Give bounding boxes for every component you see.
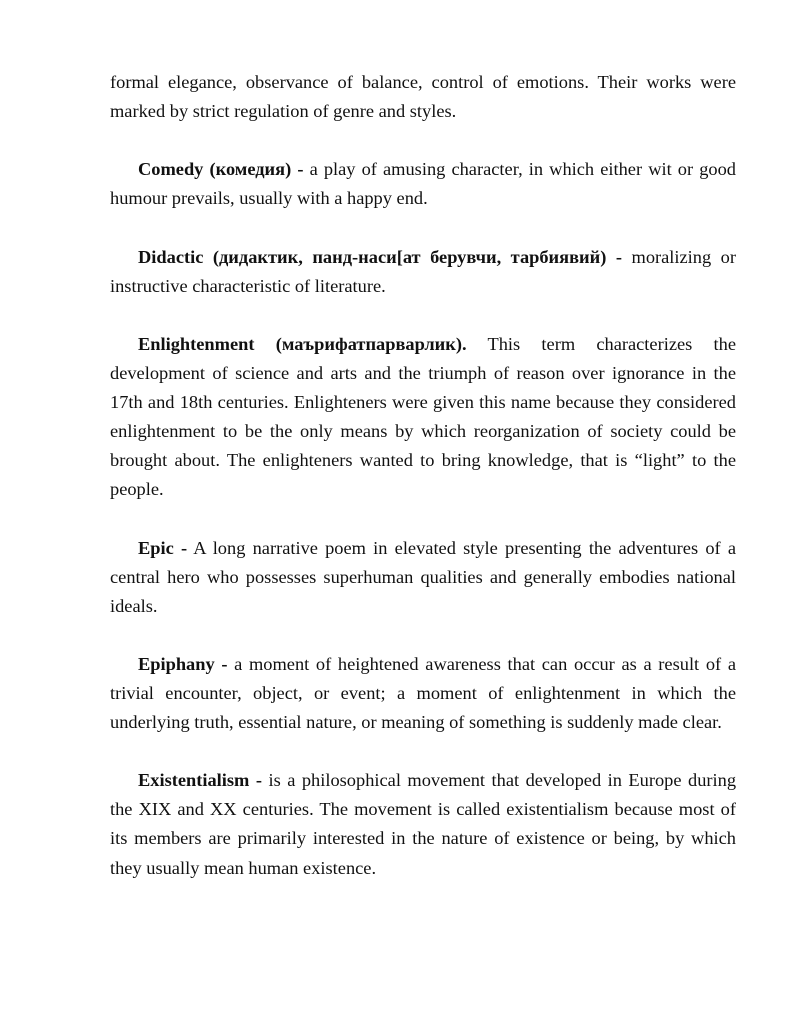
term-enlightenment: Enlightenment (маърифатпарварлик). (138, 333, 467, 354)
term-didactic: Didactic (дидактик, панд-наси[ат берувчи, тарбиявий) - (138, 246, 622, 267)
definition-didactic: moralizing or instructive characteristic of literature. (110, 246, 737, 296)
paragraph-didactic (110, 243, 736, 301)
term-epiphany: Epiphany - (138, 653, 228, 674)
term-existentialism: Existentialism - (138, 770, 262, 791)
paragraph-enlightenment (110, 330, 736, 505)
term-epic: Epic - (138, 537, 188, 558)
paragraph-text: formal elegance, observance of balance, control of emotions. Their works were marked by strict regulation of genre and styles. (110, 72, 736, 122)
paragraph-classicism-continuation (110, 68, 736, 126)
term-comedy: Comedy (комедия) - (138, 159, 304, 180)
definition-existentialism: is a philosophical movement that developed in Europe during the XIX and XX centuries. The movement is called existentialism because most of its members are primarily interested in the nature of existence or being, by which they usually mean human existence. (110, 770, 737, 878)
paragraph-existentialism (110, 766, 736, 882)
paragraph-epic (110, 534, 736, 621)
definition-epiphany: a moment of heightened awareness that can occur as a result of a trivial encounter, object, or event; a moment of enlightenment in which the underlying truth, essential nature, or meaning of something is suddenly made clear. (110, 653, 736, 733)
definition-comedy: a play of amusing character, in which either wit or good humour prevails, usually with a happy end. (110, 159, 737, 209)
paragraph-comedy (110, 155, 736, 213)
paragraph-epiphany (110, 650, 736, 737)
definition-enlightenment: This term characterizes the development of science and arts and the triumph of reason over ignorance in the 17th and 18th centuries. Enlighteners were given this name because they considered enlightenment to be the only means by which reorganization of society could be brought about. The enlighteners wanted to bring knowledge, that is “light” to the people. (110, 333, 736, 500)
document-page (110, 68, 736, 883)
definition-epic: A long narrative poem in elevated style presenting the adventures of a central hero who possesses superhuman qualities and generally embodies national ideals. (110, 537, 736, 616)
